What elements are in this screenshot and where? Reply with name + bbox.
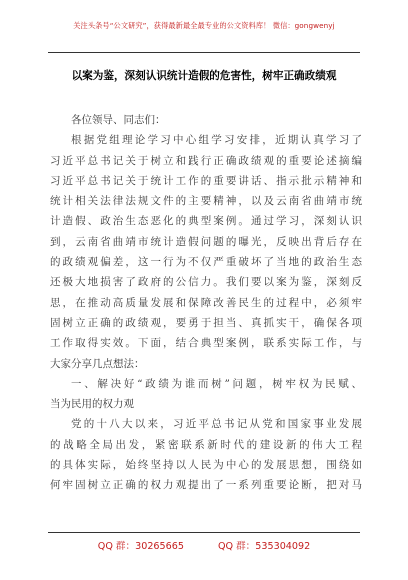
body-line: 思，在推动高质量发展和保障改善民生的过程中，必须牢 — [50, 296, 362, 309]
salutation: 各位领导、同志们： — [71, 114, 166, 126]
body-line: 计造假、政治生态恶化的典型案例。通过学习，深刻认识 — [50, 215, 362, 228]
footer-divider — [48, 532, 360, 533]
header-banner — [48, 0, 360, 52]
body-line: 统计相关法律法规文件的主要精神，以及云南省曲靖市统 — [50, 195, 362, 208]
body-line: 的战略全局出发，紧密联系新时代的建设新的伟大工程 — [50, 438, 362, 451]
section-heading-continued: 当为民用的权力观 — [50, 398, 134, 411]
body-line: 固树立正确的政绩观，要勇于担当、真抓实干，确保各项 — [50, 316, 362, 329]
body-line: 习近平总书记关于统计工作的重要讲话、指示批示精神和 — [50, 174, 362, 187]
footer-qq-group-1: QQ 群：30265665 — [97, 541, 184, 552]
body-line: 的具体实际，始终坚持以人民为中心的发展思想，围绕如 — [50, 459, 362, 472]
header-text: 关注头条号“公文研究”，获得最新最全最专业的公文资料库！ 微信：gongwenyj — [73, 21, 335, 30]
body-line: 党的十八大以来，习近平总书记从党和国家事业发展 — [71, 418, 362, 431]
section-heading: 一、解决好“政绩为谁而树”问题，树牢权为民赋、 — [71, 377, 362, 390]
body-line: 还极大地损害了政府的公信力。我们要以案为鉴，深刻反 — [50, 276, 362, 289]
footer — [48, 536, 360, 554]
footer-qq-group-2: QQ 群：535304092 — [217, 541, 311, 552]
body-line: 习近平总书记关于树立和践行正确政绩观的重要论述摘编 — [50, 154, 362, 167]
body-line: 到，云南省曲靖市统计造假问题的曝光，反映出背后存在 — [50, 235, 362, 248]
body-line: 何牢固树立正确的权力观提出了一系列重要论断，把对马 — [50, 479, 362, 492]
document-body — [50, 110, 362, 496]
body-line: 工作取得实效。下面，结合典型案例，联系实际工作，与 — [50, 337, 362, 350]
body-line: 大家分享几点想法： — [50, 357, 145, 370]
document-title: 以案为鉴，深刻认识统计造假的危害性，树牢正确政绩观 — [71, 70, 337, 82]
body-line: 根据党组理论学习中心组学习安排，近期认真学习了 — [71, 134, 362, 147]
body-line: 的政绩观偏差，这一行为不仅严重破坏了当地的政治生态 — [50, 256, 362, 269]
header-divider — [48, 52, 360, 53]
